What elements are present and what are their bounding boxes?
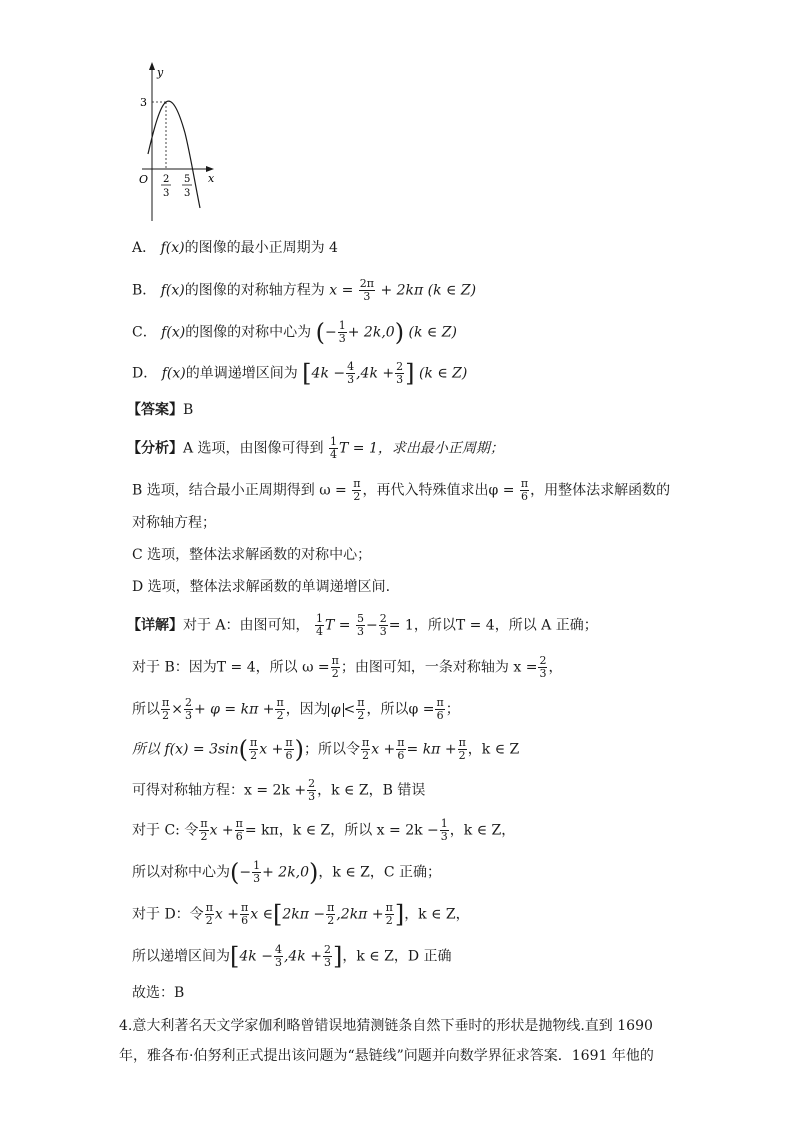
- analysis-line-5: D 选项，整体法求解函数的单调递增区间.: [132, 579, 391, 595]
- detail-line-6: 对于 C: 令 $\frac{\pi}{2}$ x + $\frac{\pi}{6}$ = kπ，k ∈ Z，所以 x = 2k − $\frac{1}{3}$ ，k ∈ Z，: [132, 817, 516, 843]
- fraction: $\frac{2\pi}{3}$: [359, 277, 374, 303]
- q4-line-1: 4.意大利著名天文学家伽利略曾错误地猜测链条自然下垂时的形状是抛物线.直到 1690: [119, 1018, 653, 1034]
- y-axis-arrow: [149, 62, 155, 70]
- y-tick-3: 3: [140, 96, 147, 109]
- option-d: D． f(x)的单调递增区间为 [4k − $\frac{4}{3}$ ,4k + $\frac{2}{3}$ ] (k ∈ Z): [132, 359, 468, 388]
- x-axis-label: x: [208, 172, 215, 185]
- function-graph: [130, 58, 230, 223]
- option-a: A． f(x)的图像的最小正周期为 4: [132, 240, 338, 256]
- answer-line: [127, 400, 193, 420]
- answer-label: 【答案】: [127, 402, 183, 418]
- detail-line-4: 所以 f(x) = 3sin( $\frac{\pi}{2}$ x + $\frac{\pi}{6}$ )；所以令 $\frac{\pi}{2}$ x + $\frac{\pi}{6}$ = kπ + $\frac{\pi}{2}$ ，k ∈ Z: [132, 735, 520, 764]
- answer-value: B: [183, 402, 194, 418]
- detail-line-1: 【详解】对于 A：由图可知， $\frac{1}{4}$ T = $\frac{5}{3}$ − $\frac{2}{3}$ = 1，所以T = 4，所以 A 正确；: [127, 612, 598, 638]
- detail-line-2: 对于 B：因为T = 4，所以 ω = $\frac{\pi}{2}$ ；由图可知，一条对称轴为 x = $\frac{2}{3}$ ，: [132, 654, 563, 680]
- detail-line-10: 故选：B: [132, 985, 185, 1001]
- x-tick-1-num: 2: [163, 174, 170, 185]
- option-b: B． f(x)的图像的对称轴方程为 x = $\frac{2\pi}{3}$ + 2kπ (k ∈ Z): [132, 277, 477, 303]
- x-tick-2-den: 3: [184, 188, 191, 199]
- analysis-line-4: C 选项，整体法求解函数的对称中心；: [132, 547, 372, 563]
- x-tick-2-num: 5: [184, 174, 191, 185]
- y-axis-label: y: [157, 66, 164, 79]
- option-c: C． f(x)的图像的对称中心为 (− $\frac{1}{3}$ + 2k,0) (k ∈ Z): [132, 318, 457, 347]
- detail-line-8: 对于 D：令 $\frac{\pi}{2}$ x + $\frac{\pi}{6}$ x ∈[2kπ − $\frac{\pi}{2}$ ,2kπ + $\frac{\pi}{2}$ ]，k ∈ Z，: [132, 900, 470, 929]
- detail-line-5: 可得对称轴方程：x = 2k + $\frac{2}{3}$ ，k ∈ Z，B 错误: [132, 777, 426, 803]
- analysis-line-1: 【分析】A 选项，由图像可得到 $\frac{1}{4}$ T = 1，求出最小正周期；: [127, 435, 504, 461]
- sine-curve: [148, 101, 200, 208]
- analysis-line-3: 对称轴方程；: [132, 515, 216, 531]
- detail-line-7: 所以对称中心为(− $\frac{1}{3}$ + 2k,0)，k ∈ Z，C 正确；: [132, 858, 442, 887]
- q4-line-2: 年，雅各布·伯努利正式提出该问题为“悬链线”问题并向数学界征求答案．1691 年他的: [119, 1048, 654, 1064]
- detail-line-3: 所以 $\frac{\pi}{2}$ × $\frac{2}{3}$ + φ = kπ + $\frac{\pi}{2}$ ，因为 φ < $\frac{\pi}{2}$ ，所以φ = $\frac{\pi}{6}$ ；: [132, 696, 460, 722]
- analysis-line-2: B 选项，结合最小正周期得到 ω = $\frac{\pi}{2}$ ，再代入特殊值求出φ = $\frac{\pi}{6}$ ，用整体法求解函数的: [132, 477, 671, 503]
- origin-label: O: [139, 173, 149, 186]
- x-tick-1-den: 3: [163, 188, 170, 199]
- detail-line-9: 所以递增区间为[4k − $\frac{4}{3}$ ,4k + $\frac{2}{3}$ ]，k ∈ Z，D 正确: [132, 942, 452, 971]
